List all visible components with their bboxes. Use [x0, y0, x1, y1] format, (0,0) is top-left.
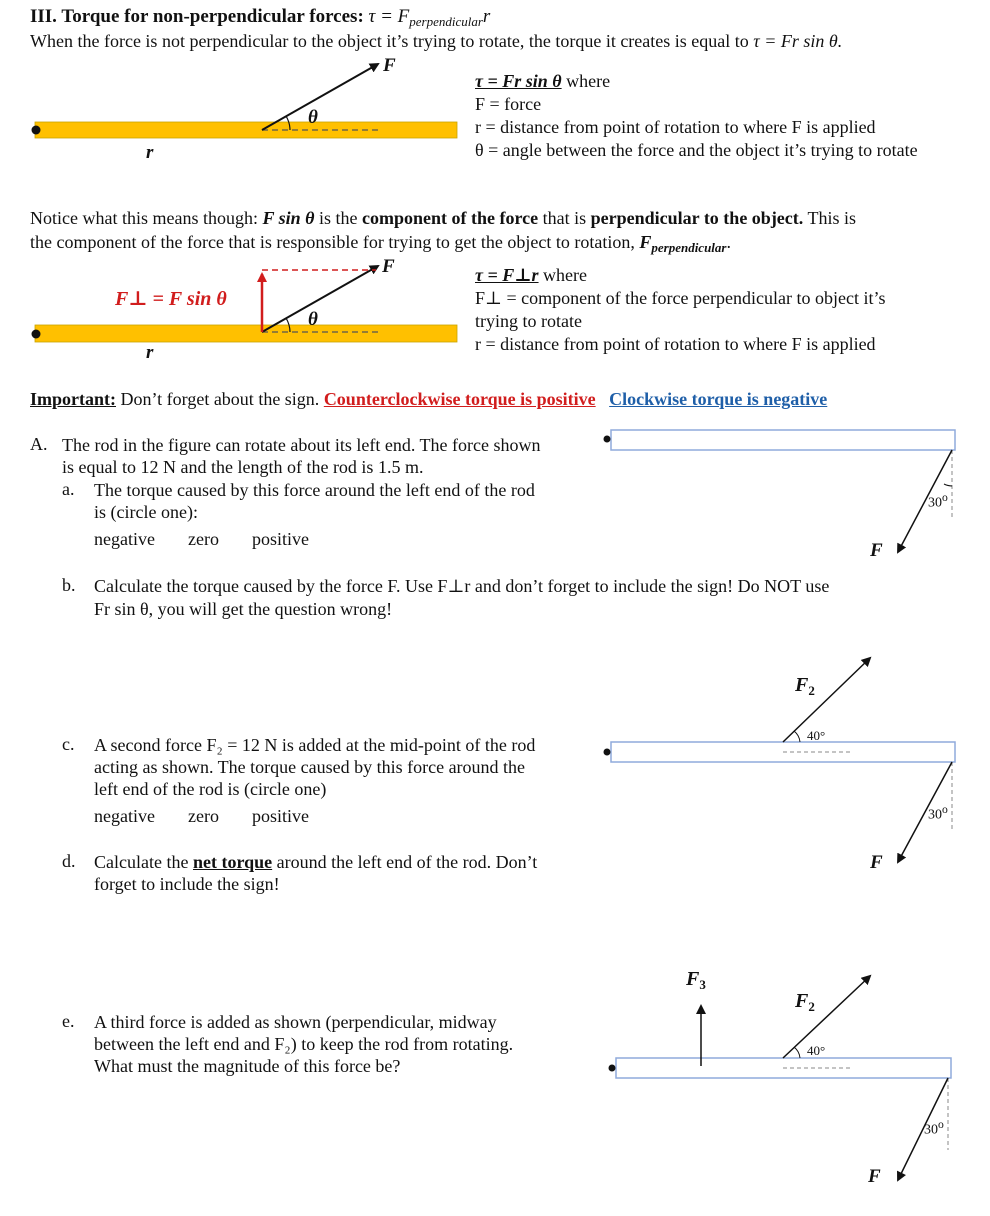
- title-formula-sub: perpendicular: [409, 14, 483, 29]
- diagram1-theta-label: θ: [308, 107, 318, 128]
- def2-Fperp-1: F⊥ = component of the force perpendicular to object it’s: [475, 288, 886, 308]
- intro-formula: τ = Fr sin θ.: [753, 31, 843, 51]
- def2-where: where: [543, 265, 588, 285]
- notice-fperp-f: F: [639, 232, 652, 252]
- figE-F3-label: [686, 968, 706, 993]
- choice-a-negative[interactable]: negative: [94, 529, 155, 549]
- notice-fperp: [639, 232, 727, 255]
- part-d-line1: [94, 851, 537, 873]
- diagram1-definitions: [475, 70, 918, 162]
- def2-r: r = distance from point of rotation to where F is applied: [475, 334, 876, 354]
- choice-a-zero[interactable]: zero: [187, 529, 219, 549]
- figC-F2-label: [795, 674, 815, 699]
- section-title-text: III. Torque for non-perpendicular forces:: [30, 6, 364, 27]
- problem-A-label: A.: [30, 434, 48, 454]
- intro-sentence: When the force is not perpendicular to the object it’s trying to rotate, the torque it creates is equal to: [30, 31, 749, 51]
- diagram2-force-label: F: [382, 256, 395, 277]
- figC-angle30-deg: o: [942, 803, 948, 816]
- part-a-choices: [94, 529, 309, 550]
- important-text: Don’t forget about the sign.: [120, 389, 320, 409]
- diagram2-r-label: r: [146, 342, 154, 363]
- notice-c: is the: [319, 208, 358, 228]
- def1-r: r = distance from point of rotation to where F is applied: [475, 117, 876, 137]
- diagram1-r-label: r: [146, 142, 154, 163]
- ccw-positive-note: Counterclockwise torque is positive: [323, 389, 596, 409]
- important-line: [30, 389, 827, 410]
- notice-e: that is: [542, 208, 587, 228]
- part-b-line1: Calculate the torque caused by the force F. Use F⊥r and don’t forget to include the sign! Do NOT use: [94, 576, 830, 596]
- figE-F2-label: [795, 990, 815, 1015]
- part-c-line2: acting as shown. The torque caused by this force around the: [94, 757, 526, 777]
- def2-Fperp-2: trying to rotate: [475, 311, 582, 331]
- part-e-text: [94, 1011, 513, 1077]
- figC-F2-main: F: [795, 674, 809, 696]
- cw-negative-note: Clockwise torque is negative: [609, 389, 828, 409]
- part-b-text: [94, 575, 829, 621]
- diagram2-perp-label: F⊥ = F sin θ: [115, 288, 227, 310]
- figE-angle30-deg: o: [938, 1118, 944, 1131]
- part-a-line1: The torque caused by this force around the left end of the rod: [94, 480, 535, 500]
- notice-line2: [30, 232, 731, 256]
- part-d-a: Calculate the: [94, 852, 189, 872]
- figC-angle30: [928, 803, 948, 824]
- diagram2-theta-label: θ: [308, 309, 318, 330]
- part-a-line2: is (circle one):: [94, 502, 198, 522]
- figure-a: [604, 430, 956, 552]
- figE-F2-sub: 2: [808, 999, 815, 1014]
- notice-line1: [30, 208, 856, 229]
- figE-angle30: [924, 1118, 944, 1139]
- notice-end: .: [726, 232, 731, 252]
- figure-c: [604, 658, 956, 862]
- figE-F-label: F: [868, 1166, 881, 1187]
- figA-angle-label: [928, 491, 948, 512]
- problem-A-line2: is equal to 12 N and the length of the rod is 1.5 m.: [62, 457, 424, 477]
- figC-angle30-value: 30: [928, 807, 942, 823]
- choice-c-negative[interactable]: negative: [94, 806, 155, 826]
- figE-F3-sub: 3: [699, 977, 706, 992]
- notice-fperp-sub: perpendicular: [651, 240, 727, 255]
- part-e-line1: A third force is added as shown (perpendicular, midway: [94, 1012, 497, 1032]
- diagram1-force-label: F: [383, 55, 396, 76]
- def1-theta: θ = angle between the force and the object it’s trying to rotate: [475, 140, 918, 160]
- problem-A-text: [62, 434, 541, 478]
- def2-formula-line: [475, 264, 885, 287]
- choice-c-positive[interactable]: positive: [251, 806, 309, 826]
- part-d-text: [94, 851, 537, 895]
- def1-F: F = force: [475, 94, 542, 114]
- notice-p2a: the component of the force that is responsible for trying to get the object to rotation,: [30, 232, 635, 252]
- part-e-line3: What must the magnitude of this force be?: [94, 1056, 401, 1076]
- part-d-line2: forget to include the sign!: [94, 874, 280, 894]
- figC-angle40: 40°: [807, 728, 826, 743]
- diagram2-definitions: [475, 264, 885, 356]
- part-a-label: a.: [62, 479, 75, 499]
- figure-e: [609, 976, 952, 1180]
- figE-F3-main: F: [686, 968, 700, 990]
- part-e-line2: between the left end and F₂) to keep the rod from rotating.: [94, 1034, 514, 1054]
- important-label: Important:: [30, 389, 116, 409]
- notice-b: F sin θ: [262, 208, 315, 228]
- title-formula-r: r: [482, 6, 491, 27]
- def1-formula: τ = Fr sin θ: [475, 71, 562, 91]
- notice-g: This is: [807, 208, 856, 228]
- notice-a: Notice what this means though:: [30, 208, 258, 228]
- def2-formula: τ = F⊥r: [475, 265, 539, 285]
- def1-formula-line: [475, 70, 918, 93]
- part-c-choices: [94, 806, 309, 827]
- part-d-c: around the left end of the rod. Don’t: [276, 852, 538, 872]
- figC-F-label: F: [870, 852, 883, 873]
- problem-A-line1: The rod in the figure can rotate about its left end. The force shown: [62, 435, 541, 455]
- part-b-line2: Fr sin θ, you will get the question wrong!: [94, 599, 393, 619]
- part-c-text: [94, 734, 535, 800]
- figA-angle-value: 30: [928, 495, 942, 511]
- figE-angle40: 40°: [807, 1043, 826, 1058]
- part-c-line1: A second force F₂ = 12 N is added at the mid-point of the rod: [94, 735, 536, 755]
- part-c-label: c.: [62, 734, 75, 754]
- notice-d: component of the force: [362, 208, 539, 228]
- title-formula-main: τ = F: [368, 6, 410, 27]
- part-b-label: b.: [62, 575, 76, 595]
- figE-F2-main: F: [795, 990, 809, 1012]
- part-d-net-torque: net torque: [192, 852, 273, 872]
- notice-f: perpendicular to the object.: [590, 208, 804, 228]
- part-d-label: d.: [62, 851, 76, 871]
- figC-F2-sub: 2: [808, 683, 815, 698]
- choice-a-positive[interactable]: positive: [251, 529, 309, 549]
- part-c-line3: left end of the rod is (circle one): [94, 779, 327, 799]
- figA-angle-deg: o: [942, 491, 948, 504]
- def1-where: where: [566, 71, 611, 91]
- figE-angle30-value: 30: [924, 1122, 938, 1138]
- part-e-label: e.: [62, 1011, 75, 1031]
- choice-c-zero[interactable]: zero: [187, 806, 219, 826]
- part-a-text: [94, 479, 535, 523]
- figA-F-label: F: [870, 540, 883, 561]
